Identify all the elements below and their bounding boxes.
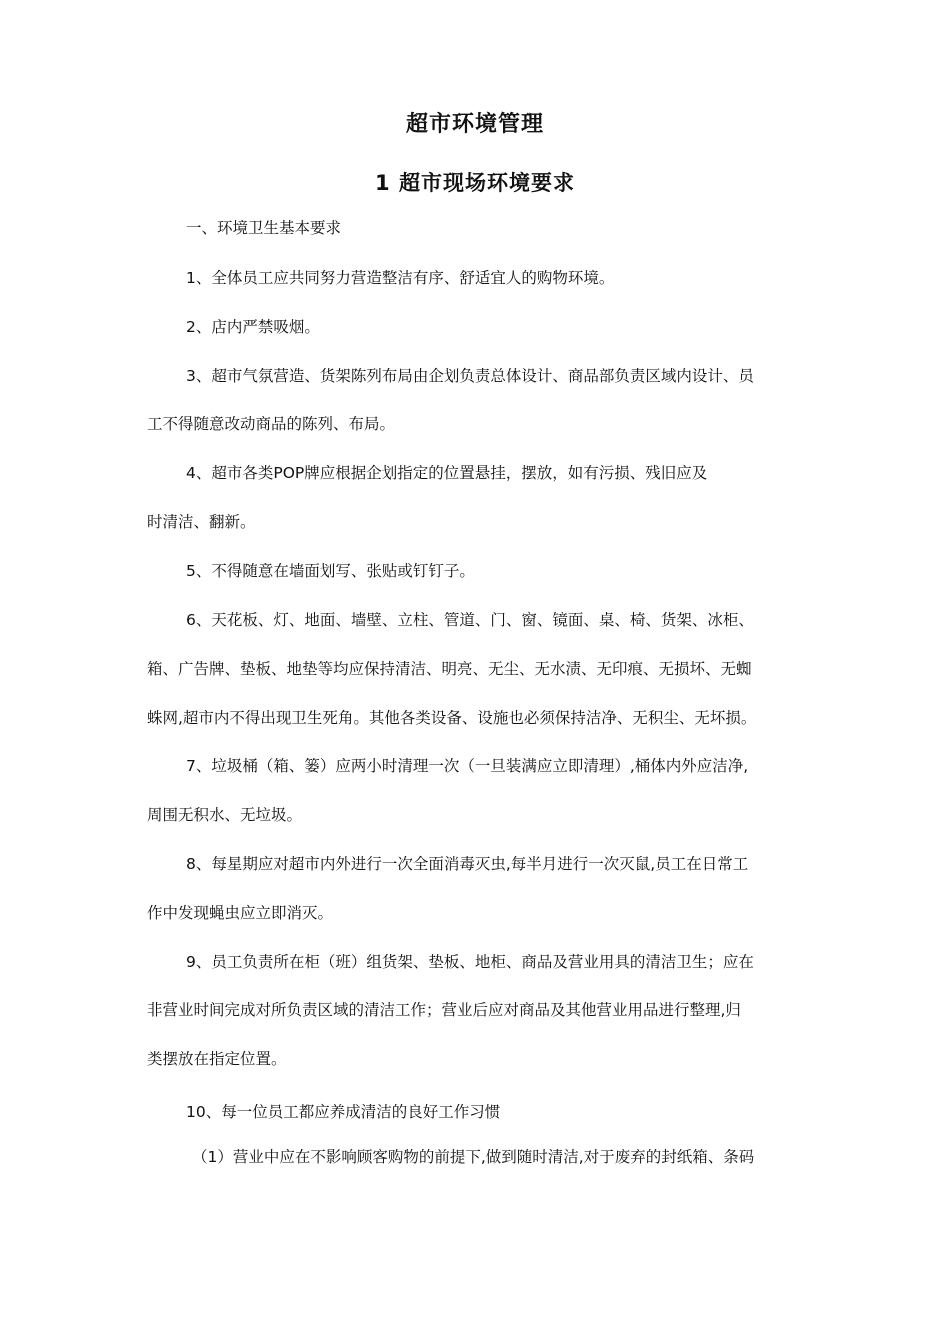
paragraph-line: 工不得随意改动商品的陈列、布局。 (147, 415, 396, 433)
paragraph-line: 8、每星期应对超市内外进行一次全面消毒灭虫,每半月进行一次灭鼠,员工在日常工 (186, 855, 749, 873)
document-title: 超市环境管理 (405, 112, 544, 137)
paragraph-line: 9、员工负责所在柜（班）组货架、垫板、地柜、商品及营业用具的清洁卫生；应在 (186, 953, 754, 971)
paragraph-line: 作中发现蝇虫应立即消灭。 (147, 904, 334, 922)
paragraph-line: 蛛网,超市内不得出现卫生死角。其他各类设备、设施也必须保持洁净、无积尘、无坏损。 (147, 709, 757, 727)
paragraph-line: （1）营业中应在不影响顾客购物的前提下,做到随时清洁,对于废弃的封纸箱、条码 (192, 1148, 755, 1166)
paragraph-line: 2、店内严禁吸烟。 (186, 318, 320, 336)
paragraph-line: 3、超市气氛营造、货架陈列布局由企划负责总体设计、商品部负责区域内设计、员 (186, 367, 754, 385)
paragraph-line: 时清洁、翻新。 (147, 513, 256, 531)
paragraph-line: 7、垃圾桶（箱、篓）应两小时清理一次（一旦装满应立即清理）,桶体内外应洁净, (186, 757, 749, 775)
paragraph-line: 4、超市各类POP牌应根据企划指定的位置悬挂，摆放，如有污损、残旧应及 (186, 464, 708, 482)
paragraph-line: 周围无积水、无垃圾。 (147, 806, 303, 824)
paragraph-line: 6、天花板、灯、地面、墙壁、立柱、管道、门、窗、镜面、桌、椅、货架、冰柜、 (186, 611, 754, 629)
paragraph-line: 5、不得随意在墙面划写、张贴或钉钉子。 (186, 562, 475, 580)
paragraph-line: 10、每一位员工都应养成清洁的良好工作习惯 (186, 1103, 501, 1121)
paragraph-line: 箱、广告牌、垫板、地垫等均应保持清洁、明亮、无尘、无水渍、无印痕、无损坏、无蜘 (147, 660, 752, 678)
paragraph-line: 1、全体员工应共同努力营造整洁有序、舒适宜人的购物环境。 (186, 269, 615, 287)
paragraph-line: 类摆放在指定位置。 (147, 1050, 287, 1068)
paragraph-line: 非营业时间完成对所负责区域的清洁工作；营业后应对商品及其他营业用品进行整理,归 (147, 1001, 741, 1019)
subsection-heading: 一、环境卫生基本要求 (186, 219, 342, 237)
section-heading: 1 超市现场环境要求 (375, 171, 575, 195)
